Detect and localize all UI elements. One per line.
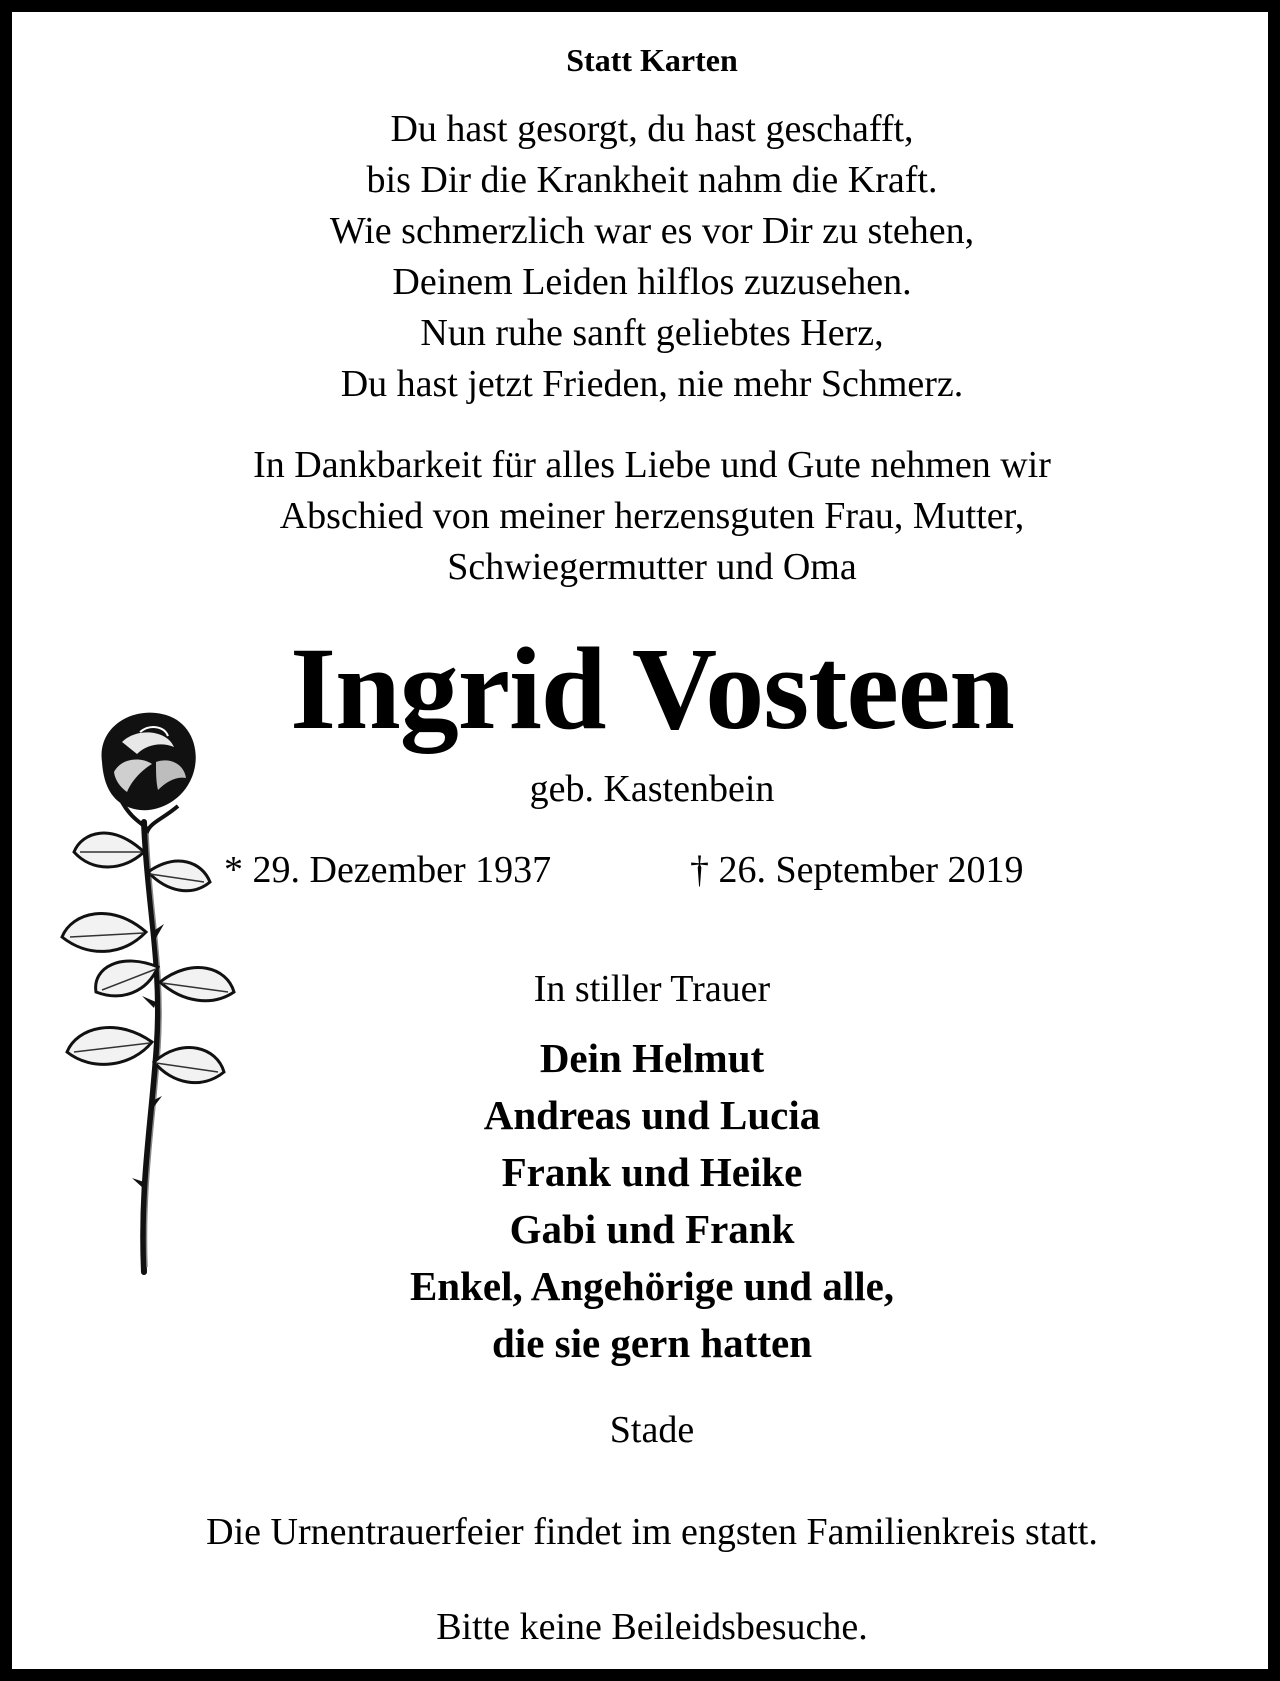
ceremony-text: Die Urnentrauerfeier findet im engsten Familienkreis statt. <box>206 1511 1098 1553</box>
poem-line: Nun ruhe sanft geliebtes Herz, <box>420 312 884 354</box>
poem <box>12 104 1280 410</box>
family-line: Enkel, Angehörige und alle, <box>409 1263 895 1309</box>
intro-text <box>12 440 1280 593</box>
rose-icon <box>52 702 242 1282</box>
intro-line: In Dankbarkeit für alles Liebe und Gute nehmen wir <box>253 444 1051 486</box>
poem-line: Wie schmerzlich war es vor Dir zu stehen, <box>329 210 975 252</box>
request-text: Bitte keine Beileidsbesuche. <box>436 1606 868 1648</box>
rose-thorn <box>142 996 156 1008</box>
poem-line: Deinem Leiden hilflos zuzusehen. <box>392 261 912 303</box>
family-line: Dein Helmut <box>539 1035 765 1081</box>
poem-line: bis Dir die Krankheit nahm die Kraft. <box>366 159 938 201</box>
intro-line: Abschied von meiner herzensguten Frau, Mutter, <box>279 495 1025 537</box>
maiden-name: geb. Kastenbein <box>529 768 775 810</box>
family-line: Andreas und Lucia <box>483 1092 821 1138</box>
rose-leaf <box>62 833 234 1083</box>
family-line: die sie gern hatten <box>492 1320 812 1366</box>
deceased-name: Ingrid Vosteen <box>290 623 1014 754</box>
death-date: † 26. September 2019 <box>690 849 1024 891</box>
header-text: Statt Karten <box>566 42 738 78</box>
birth-date: * 29. Dezember 1937 <box>224 849 552 891</box>
place-text: Stade <box>609 1409 695 1451</box>
rose-bloom <box>102 713 196 811</box>
intro-line: Schwiegermutter und Oma <box>447 546 857 588</box>
mourning-text: In stiller Trauer <box>533 968 771 1010</box>
family-line: Gabi und Frank <box>509 1206 795 1252</box>
poem-line: Du hast gesorgt, du hast geschafft, <box>390 108 914 150</box>
poem-line: Du hast jetzt Frieden, nie mehr Schmerz. <box>340 363 964 405</box>
family-line: Frank und Heike <box>501 1149 803 1195</box>
